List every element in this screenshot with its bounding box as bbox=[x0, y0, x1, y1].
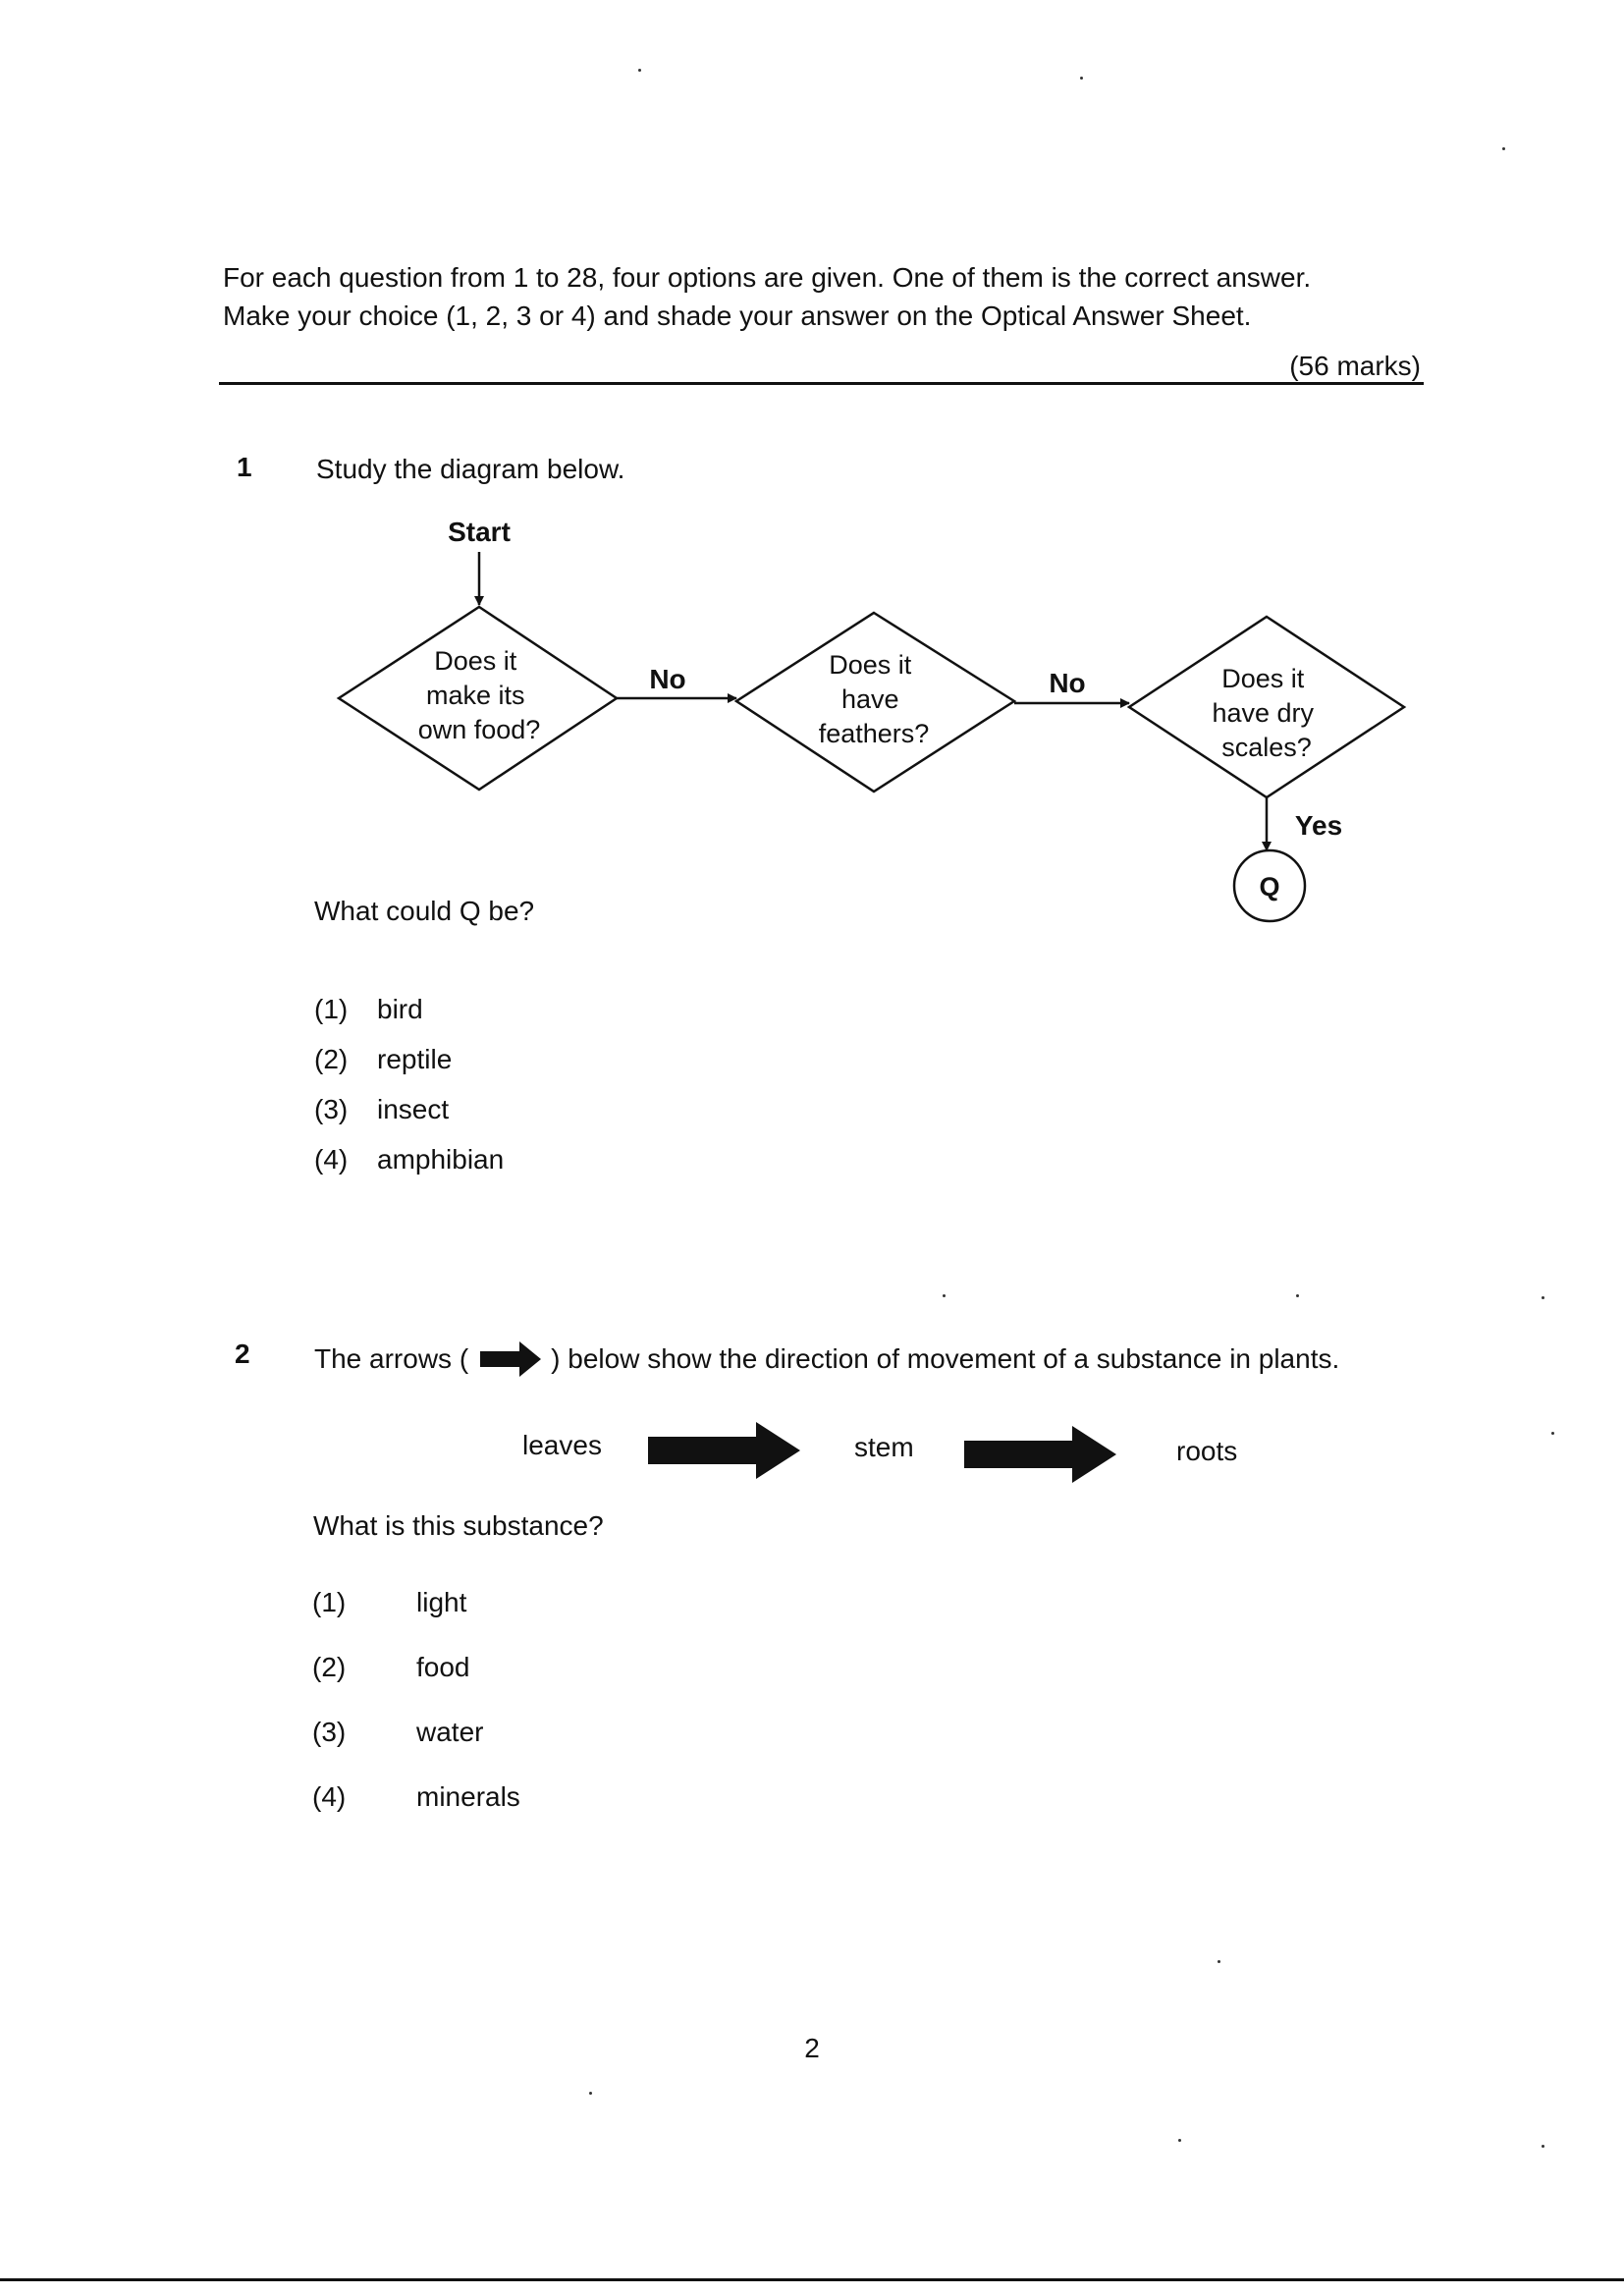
option-text: light bbox=[416, 1587, 467, 1617]
scan-speck bbox=[943, 1294, 946, 1297]
option-text: food bbox=[416, 1652, 470, 1682]
option-number: (2) bbox=[314, 1044, 349, 1074]
scan-speck bbox=[1542, 1296, 1544, 1299]
option-text: water bbox=[416, 1717, 484, 1747]
block-arrow-icon bbox=[480, 1339, 545, 1379]
flow-roots: roots bbox=[1176, 1436, 1238, 1466]
q2-option-1[interactable] bbox=[312, 1587, 466, 1618]
decision-2-text: Does it have feathers? bbox=[818, 650, 930, 748]
q1-option-4[interactable] bbox=[314, 1144, 504, 1175]
question-1-prompt: Study the diagram below. bbox=[316, 454, 625, 484]
scan-speck bbox=[638, 69, 641, 72]
question-1-flowchart bbox=[0, 0, 1624, 943]
option-number: (1) bbox=[314, 994, 349, 1024]
no-label-2: No bbox=[1049, 668, 1086, 698]
decision-1-text: Does it make its own food? bbox=[417, 646, 541, 744]
flow-leaves: leaves bbox=[522, 1430, 602, 1460]
movement-arrow-2 bbox=[964, 1422, 1121, 1487]
prompt-start: The arrows ( bbox=[314, 1343, 469, 1374]
q2-option-3[interactable] bbox=[312, 1717, 483, 1748]
option-number: (1) bbox=[312, 1587, 347, 1617]
q2-option-2[interactable] bbox=[312, 1652, 470, 1683]
scan-speck bbox=[1502, 147, 1505, 150]
no-label-1: No bbox=[649, 664, 686, 694]
scan-speck bbox=[1218, 1960, 1220, 1963]
page-number: 2 bbox=[804, 2033, 820, 2063]
question-2-question: What is this substance? bbox=[313, 1510, 604, 1541]
scan-speck bbox=[1542, 2145, 1544, 2148]
prompt-end: ) below show the direction of movement of a substance in plants. bbox=[551, 1343, 1340, 1374]
bottom-edge-line bbox=[0, 2278, 1624, 2281]
option-text: minerals bbox=[416, 1781, 520, 1812]
option-number: (3) bbox=[314, 1094, 349, 1124]
question-1-question: What could Q be? bbox=[314, 896, 535, 926]
instructions-line-2: Make your choice (1, 2, 3 or 4) and shade your answer on the Optical Answer Sheet. bbox=[223, 301, 1252, 331]
scan-speck bbox=[589, 2092, 592, 2095]
option-number: (3) bbox=[312, 1717, 347, 1747]
q1-option-1[interactable] bbox=[314, 994, 423, 1025]
option-number: (2) bbox=[312, 1652, 347, 1682]
scan-speck bbox=[1178, 2139, 1181, 2142]
total-marks: (56 marks) bbox=[1289, 351, 1421, 381]
end-q-label: Q bbox=[1259, 872, 1280, 902]
q1-option-2[interactable] bbox=[314, 1044, 452, 1075]
option-text: reptile bbox=[377, 1044, 453, 1074]
option-number: (4) bbox=[314, 1144, 349, 1175]
flow-stem: stem bbox=[854, 1432, 914, 1462]
question-2-prompt bbox=[314, 1339, 1339, 1379]
decision-3-text: Does it have dry scales? bbox=[1212, 664, 1315, 762]
option-text: amphibian bbox=[377, 1144, 505, 1175]
option-text: insect bbox=[377, 1094, 450, 1124]
scan-speck bbox=[1080, 77, 1083, 80]
movement-arrow-1 bbox=[648, 1418, 805, 1483]
q1-option-3[interactable] bbox=[314, 1094, 449, 1125]
q2-option-4[interactable] bbox=[312, 1781, 520, 1813]
flowchart-start-label: Start bbox=[448, 517, 511, 547]
yes-label: Yes bbox=[1294, 810, 1343, 841]
instructions-line-1: For each question from 1 to 28, four options are given. One of them is the correct answer. bbox=[223, 262, 1312, 293]
question-1-number: 1 bbox=[237, 452, 252, 482]
scan-speck bbox=[1551, 1432, 1554, 1435]
option-text: bird bbox=[377, 994, 423, 1024]
option-number: (4) bbox=[312, 1781, 347, 1812]
scan-speck bbox=[1296, 1294, 1299, 1297]
question-2-number: 2 bbox=[235, 1339, 250, 1369]
